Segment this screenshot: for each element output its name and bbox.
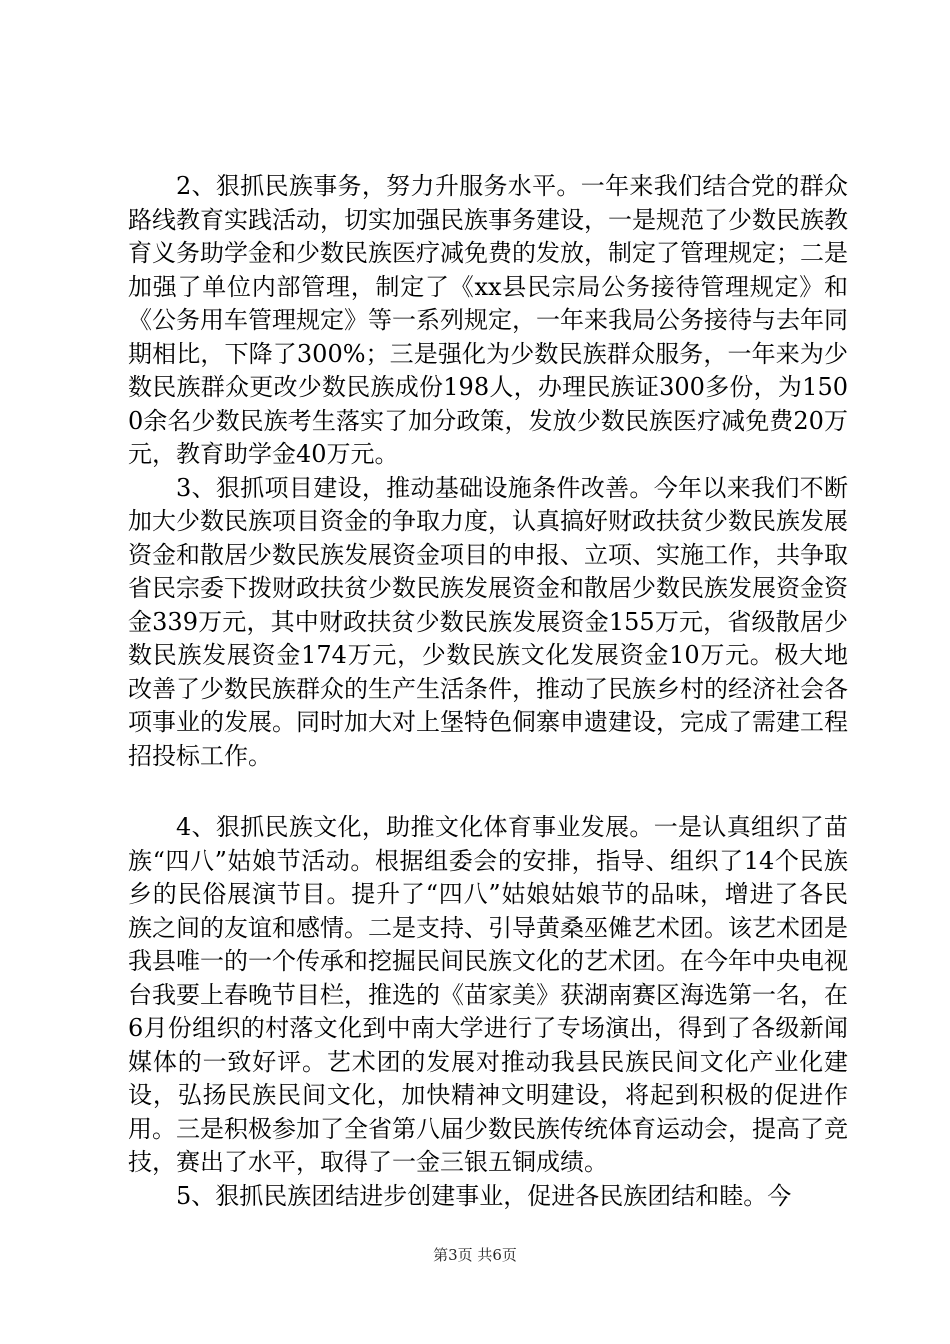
paragraph-ethnic-culture: 4、狠抓民族文化，助推文化体育事业发展。一是认真组织了苗族“四八”姑娘节活动。根据组委会的安排，指导、组织了14个民族乡的民俗展演节目。提升了“四八”姑娘姑娘节的品味，增进了各民族之间的友谊和感情。二是支持、引导黄桑巫傩艺术团。该艺术团是我县唯一的一个传承和挖掘民间民族文化的艺术团。在今年中央电视台我要上春晚节目栏，推选的《苗家美》获湖南赛区海选第一名，在6月份组织的村落文化到中南大学进行了专场演出，得到了各级新闻媒体的一致好评。艺术团的发展对推动我县民族民间文化产业化建设，弘扬民族民间文化，加快精神文明建设，将起到积极的促进作用。三是积极参加了全省第八届少数民族传统体育运动会，提高了竞技，赛出了水平，取得了一金三银五铜成绩。 bbox=[128, 813, 848, 1176]
document-body bbox=[128, 170, 848, 1213]
paragraph-ethnic-affairs: 2、狠抓民族事务，努力升服务水平。一年来我们结合党的群众路线教育实践活动，切实加强民族事务建设，一是规范了少数民族教育义务助学金和少数民族医疗减免费的发放，制定了管理规定；二是加强了单位内部管理，制定了《xx县民宗局公务接待管理规定》和《公务用车管理规定》等一系列规定，一年来我局公务接待与去年同期相比，下降了300%；三是强化为少数民族群众服务，一年来为少数民族群众更改少数民族成份198人，办理民族证300多份，为1500余名少数民族考生落实了加分政策，发放少数民族医疗减免费20万元，教育助学金40万元。 bbox=[128, 172, 848, 468]
page-number-footer: 第3页 共6页 bbox=[433, 1246, 517, 1264]
paragraph-ethnic-unity: 5、狠抓民族团结进步创建事业，促进各民族团结和睦。今 bbox=[176, 1181, 792, 1210]
paragraph-gap bbox=[128, 773, 848, 811]
paragraph-project-construction: 3、狠抓项目建设，推动基础设施条件改善。今年以来我们不断加大少数民族项目资金的争取力度，认真搞好财政扶贫少数民族发展资金和散居少数民族发展资金项目的申报、立项、实施工作，共争取省民宗委下拨财政扶贫少数民族发展资金和散居少数民族发展资金资金339万元，其中财政扶贫少数民族发展资金155万元，省级散居少数民族发展资金174万元，少数民族文化发展资金10万元。极大地改善了少数民族群众的生产生活条件，推动了民族乡村的经济社会各项事业的发展。同时加大对上堡特色侗寨申遗建设，完成了需建工程招投标工作。 bbox=[128, 473, 848, 770]
